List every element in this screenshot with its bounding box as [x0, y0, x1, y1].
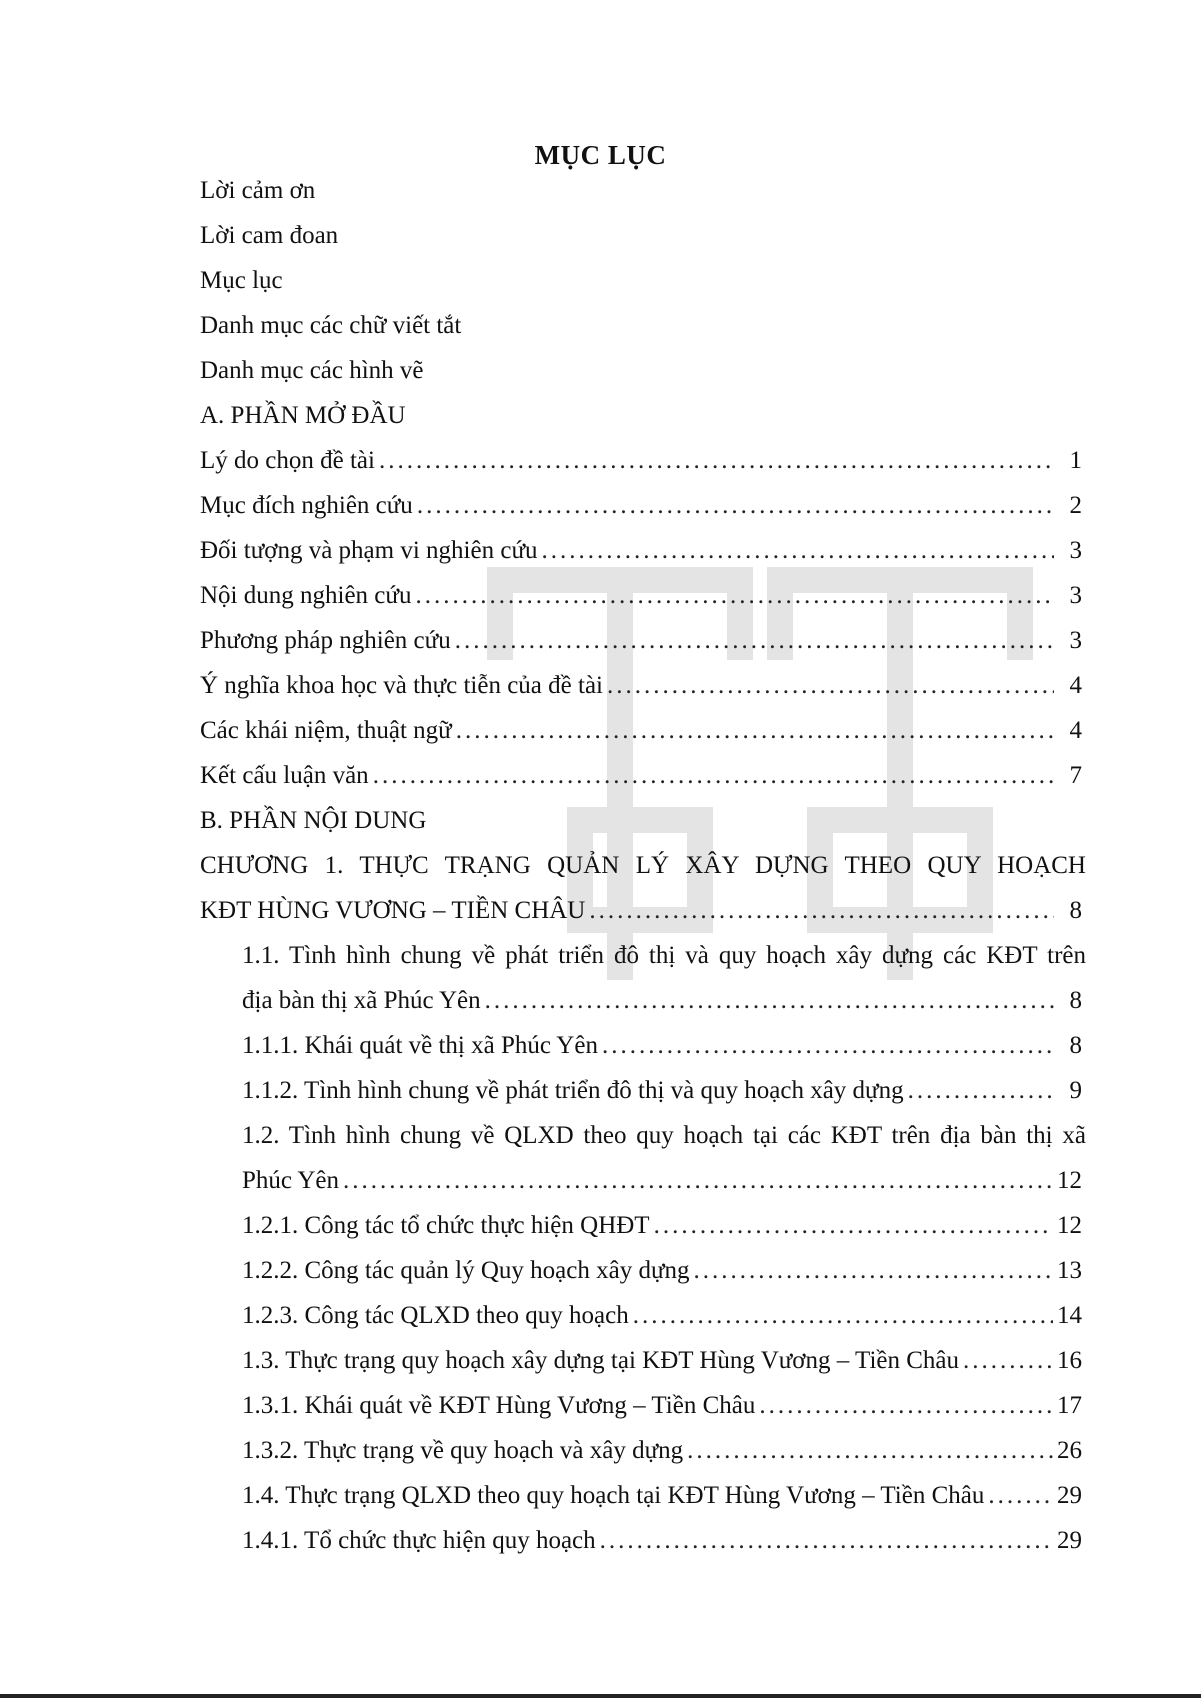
toc-entry-text: Ý nghĩa khoa học và thực tiễn của đề tài	[200, 672, 603, 699]
toc-entry	[200, 258, 1086, 303]
toc-entry	[200, 438, 1086, 483]
toc-page-number: 4	[1069, 672, 1082, 699]
toc-dot-leader	[417, 483, 1054, 528]
toc-page-number: 8	[1069, 897, 1082, 924]
toc-entry-text: Lý do chọn đề tài	[200, 447, 375, 474]
toc-page-number: 29	[1057, 1482, 1082, 1509]
toc-dot-leader	[485, 978, 1054, 1023]
toc-page-number: 12	[1057, 1167, 1082, 1194]
toc-entry-text: 1.3. Thực trạng quy hoạch xây dựng tại KĐT Hùng Vương – Tiền Châu	[242, 1347, 960, 1374]
toc-page-number: 13	[1057, 1257, 1082, 1284]
toc-entry	[200, 1248, 1086, 1293]
toc-entry	[200, 663, 1086, 708]
toc-entry-text: Danh mục các hình vẽ	[200, 357, 424, 384]
toc-page-number: 9	[1069, 1077, 1082, 1104]
toc-entry	[200, 933, 1086, 978]
toc-entry-text: 1.2. Tình hình chung về QLXD theo quy hoạch tại các KĐT trên địa bàn thị xã	[242, 1122, 1086, 1149]
toc-entry	[200, 1158, 1086, 1203]
toc-dot-leader	[600, 1518, 1053, 1563]
toc-entry-text: Đối tượng và phạm vi nghiên cứu	[200, 537, 538, 564]
toc-page-number: 4	[1069, 717, 1082, 744]
toc-entry	[200, 1383, 1086, 1428]
toc-dot-leader	[589, 888, 1054, 933]
toc-page-number: 8	[1069, 1032, 1082, 1059]
toc-entry	[200, 1023, 1086, 1068]
toc-dot-leader	[379, 438, 1054, 483]
toc-entry	[200, 1068, 1086, 1113]
toc-entry-text: Các khái niệm, thuật ngữ	[200, 717, 452, 744]
toc-entry-text: Danh mục các chữ viết tắt	[200, 312, 462, 339]
toc-entry	[200, 618, 1086, 663]
page-bottom-border	[0, 1694, 1201, 1698]
toc-page-number: 7	[1069, 762, 1082, 789]
toc-entry-text: 1.4. Thực trạng QLXD theo quy hoạch tại KĐT Hùng Vương – Tiền Châu	[242, 1482, 985, 1509]
toc-dot-leader	[963, 1338, 1053, 1383]
toc-entry-text: Nội dung nghiên cứu	[200, 582, 412, 609]
toc-entry-text: Mục đích nghiên cứu	[200, 492, 413, 519]
toc-entry-text: A. PHẦN MỞ ĐẦU	[200, 402, 406, 429]
toc-dot-leader	[456, 708, 1054, 753]
toc-entry-text: 1.1.2. Tình hình chung về phát triển đô thị và quy hoạch xây dựng	[242, 1077, 904, 1104]
toc-entry	[200, 1113, 1086, 1158]
toc-entry-text: KĐT HÙNG VƯƠNG – TIỀN CHÂU	[200, 897, 586, 924]
toc-entry-text: 1.4.1. Tổ chức thực hiện quy hoạch	[242, 1527, 596, 1554]
toc-dot-leader	[602, 1023, 1054, 1068]
toc-entry	[200, 843, 1086, 888]
toc-dot-leader	[415, 573, 1054, 618]
toc-dot-leader	[988, 1473, 1053, 1518]
toc-entry	[200, 168, 1086, 213]
toc-entry	[200, 1338, 1086, 1383]
toc-entry	[200, 483, 1086, 528]
toc-dot-leader	[759, 1383, 1053, 1428]
page-title: MỤC LỤC	[534, 140, 667, 170]
toc-entry-text: 1.3.1. Khái quát về KĐT Hùng Vương – Tiền Châu	[242, 1392, 756, 1419]
toc-dot-leader	[455, 618, 1054, 663]
toc-dot-leader	[542, 528, 1055, 573]
toc-page-number: 1	[1069, 447, 1082, 474]
toc-page-number: 17	[1057, 1392, 1082, 1419]
toc-entry-text: 1.3.2. Thực trạng về quy hoạch và xây dựng	[242, 1437, 684, 1464]
toc-entry-text: 1.1.1. Khái quát về thị xã Phúc Yên	[242, 1032, 598, 1059]
toc-entry	[200, 753, 1086, 798]
toc-entry-text: 1.2.3. Công tác QLXD theo quy hoạch	[242, 1302, 629, 1329]
toc-entry	[200, 1473, 1086, 1518]
toc-page-number: 2	[1069, 492, 1082, 519]
toc-entry-text: Lời cam đoan	[200, 222, 339, 249]
toc-entry	[200, 888, 1086, 933]
toc-page-number: 12	[1057, 1212, 1082, 1239]
toc-page-number: 3	[1069, 537, 1082, 564]
toc-dot-leader	[654, 1203, 1053, 1248]
toc-page-number: 14	[1057, 1302, 1082, 1329]
toc-page-number: 3	[1069, 582, 1082, 609]
toc-entry	[200, 393, 1086, 438]
toc-entry	[200, 348, 1086, 393]
toc-page-number: 3	[1069, 627, 1082, 654]
toc-entry-text: 1.2.2. Công tác quản lý Quy hoạch xây dựng	[242, 1257, 690, 1284]
toc-entry	[200, 1518, 1086, 1563]
toc-entry	[200, 708, 1086, 753]
table-of-contents	[200, 168, 1086, 1563]
toc-entry-text: B. PHẦN NỘI DUNG	[200, 807, 427, 834]
toc-entry-text: Mục lục	[200, 267, 283, 294]
toc-entry	[200, 1203, 1086, 1248]
toc-entry	[200, 798, 1086, 843]
toc-dot-leader	[687, 1428, 1053, 1473]
toc-entry-text: 1.2.1. Công tác tổ chức thực hiện QHĐT	[242, 1212, 650, 1239]
toc-entry-text: 1.1. Tình hình chung về phát triển đô thị và quy hoạch xây dựng các KĐT trên	[242, 942, 1086, 969]
toc-entry	[200, 213, 1086, 258]
toc-entry-text: Lời cảm ơn	[200, 177, 316, 204]
toc-page-number: 8	[1069, 987, 1082, 1014]
toc-entry	[200, 573, 1086, 618]
toc-entry-text: CHƯƠNG 1. THỰC TRẠNG QUẢN LÝ XÂY DỰNG THEO QUY HOẠCH	[200, 852, 1086, 879]
toc-page-number: 29	[1057, 1527, 1082, 1554]
toc-entry	[200, 528, 1086, 573]
toc-page-number: 16	[1057, 1347, 1082, 1374]
toc-entry	[200, 1428, 1086, 1473]
toc-entry	[200, 303, 1086, 348]
toc-dot-leader	[694, 1248, 1054, 1293]
toc-entry-text: Phương pháp nghiên cứu	[200, 627, 451, 654]
toc-dot-leader	[373, 753, 1054, 798]
toc-entry-text: địa bàn thị xã Phúc Yên	[242, 987, 481, 1014]
toc-page-number: 26	[1057, 1437, 1082, 1464]
toc-entry	[200, 978, 1086, 1023]
toc-entry-text: Phúc Yên	[242, 1167, 339, 1194]
toc-entry-text: Kết cấu luận văn	[200, 762, 369, 789]
toc-entry	[200, 1293, 1086, 1338]
toc-dot-leader	[607, 663, 1054, 708]
toc-dot-leader	[343, 1158, 1053, 1203]
toc-dot-leader	[633, 1293, 1053, 1338]
toc-dot-leader	[908, 1068, 1054, 1113]
